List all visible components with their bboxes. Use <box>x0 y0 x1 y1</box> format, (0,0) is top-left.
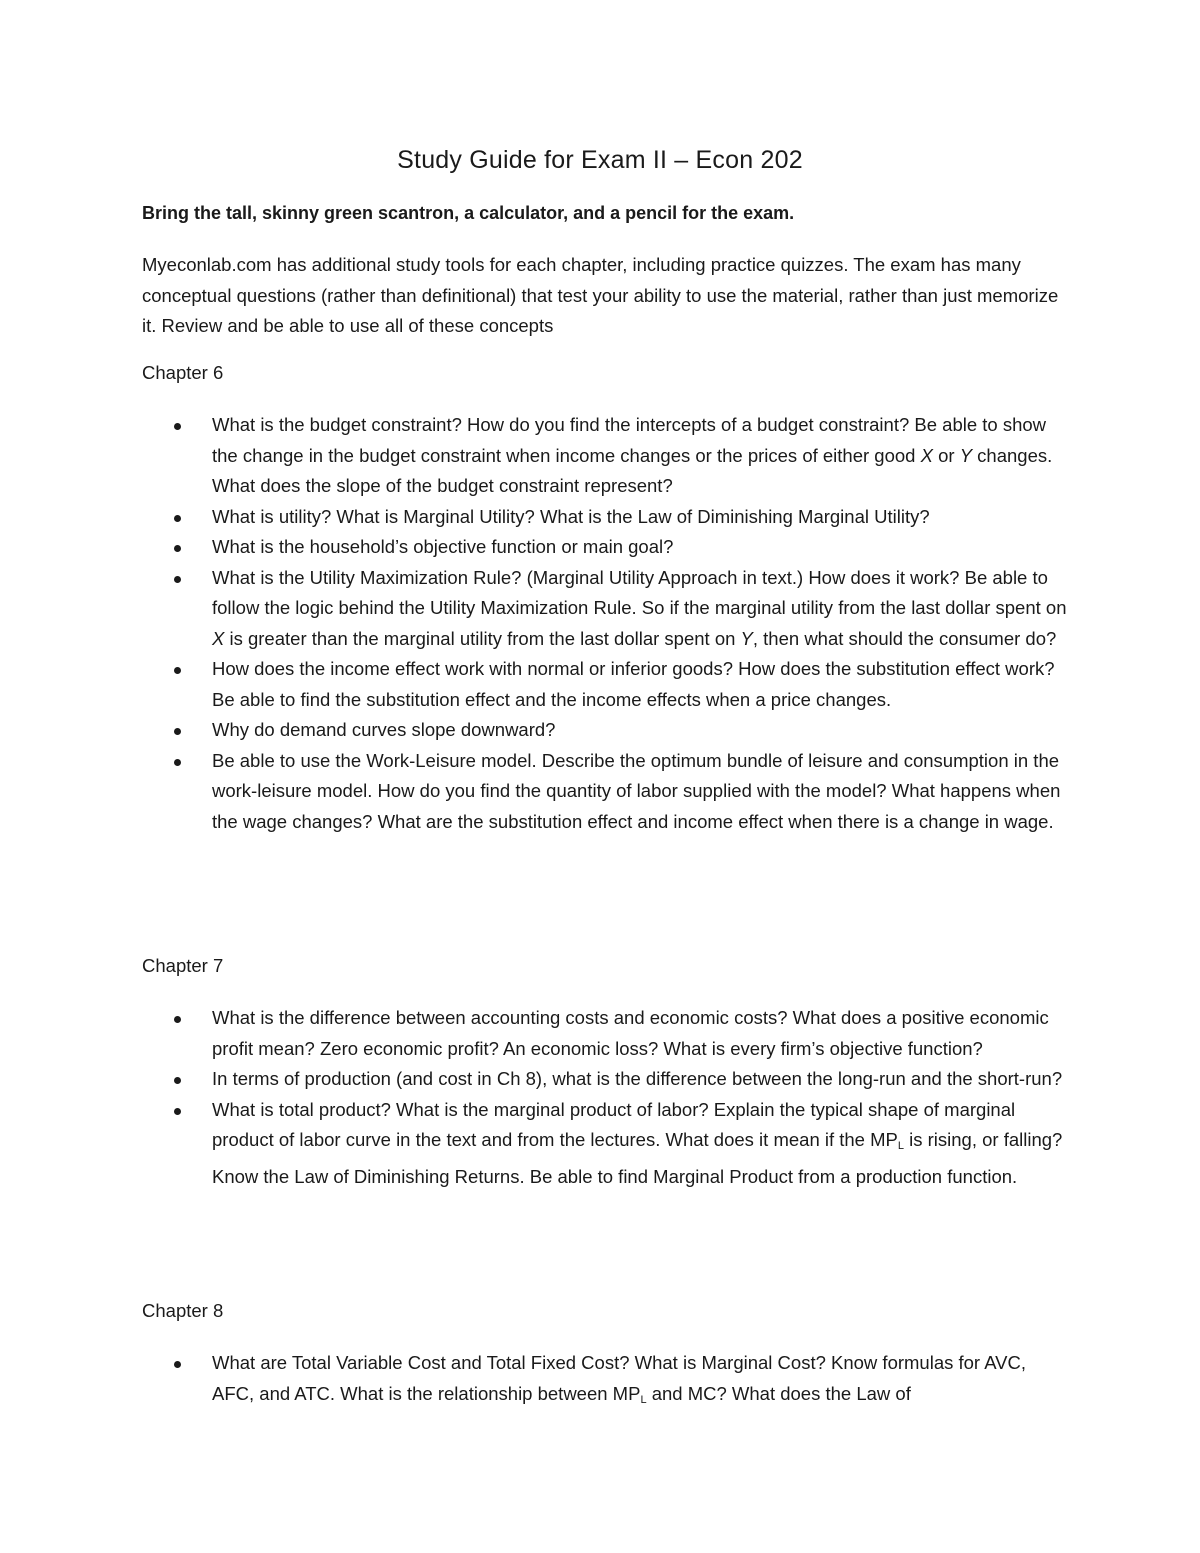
list-item: What is utility? What is Marginal Utility? What is the Law of Diminishing Marginal Utility? <box>0 502 1072 533</box>
bullet-icon <box>174 515 181 522</box>
bullet-icon <box>174 1016 181 1023</box>
list-item: Be able to use the Work-Leisure model. Describe the optimum bundle of leisure and consumption in the work-leisure model. How do you find the quantity of labor supplied with the model? What happens when the wage changes? What are the substitution effect and income effect when there is a change in wage. <box>0 746 1072 838</box>
list-item: Why do demand curves slope downward? <box>0 715 1072 746</box>
intro-paragraph: Myeconlab.com has additional study tools for each chapter, including practice quizzes. The exam has many conceptual questions (rather than definitional) that test your ability to use the material, rather than just memorize it. Review and be able to use all of these concepts <box>142 254 1059 336</box>
chapter-7-list <box>0 1003 1200 1192</box>
bullet-icon <box>174 545 181 552</box>
bullet-icon <box>174 728 181 735</box>
bullet-icon <box>174 1108 181 1115</box>
list-item: What is the budget constraint? How do you find the intercepts of a budget constraint? Be able to show the change in the budget constraint when income changes or the prices of either good X or Y changes. What does the slope of the budget constraint represent? <box>0 410 1072 502</box>
chapter-6-list <box>0 410 1200 837</box>
list-item: What is the difference between accounting costs and economic costs? What does a positive economic profit mean? Zero economic profit? An economic loss? What is every firm’s objective function? <box>0 1003 1072 1064</box>
list-item: What are Total Variable Cost and Total Fixed Cost? What is Marginal Cost? Know formulas for AVC, AFC, and ATC. What is the relationship between $MP_L$ and MC? What does the Law of <box>0 1348 1072 1415</box>
list-item: What is the household’s objective function or main goal? <box>0 532 1072 563</box>
chapter-heading-7: Chapter 7 <box>142 955 224 976</box>
list-item: In terms of production (and cost in Ch 8), what is the difference between the long-run and the short-run? <box>0 1064 1072 1095</box>
chapter-8-list <box>0 1348 1200 1415</box>
page-title: Study Guide for Exam II – Econ 202 <box>397 146 803 174</box>
exam-supplies-note: Bring the tall, skinny green scantron, a calculator, and a pencil for the exam. <box>142 203 795 223</box>
bullet-icon <box>174 423 181 430</box>
bullet-icon <box>174 759 181 766</box>
bullet-icon <box>174 1077 181 1084</box>
list-item: What is total product? What is the marginal product of labor? Explain the typical shape of marginal product of labor curve in the text and from the lectures. What does it mean if the $MP_L$ is rising, or falling? Know the Law of Diminishing Returns. Be able to find Marginal Product from a production function. <box>0 1095 1072 1193</box>
list-item: How does the income effect work with normal or inferior goods? How does the substitution effect work? Be able to find the substitution effect and the income effects when a price changes. <box>0 654 1072 715</box>
bullet-icon <box>174 576 181 583</box>
list-item: What is the Utility Maximization Rule? (Marginal Utility Approach in text.) How does it work? Be able to follow the logic behind the Utility Maximization Rule. So if the marginal utility from the last dollar spent on X is greater than the marginal utility from the last dollar spent on Y, then what should the consumer do? <box>0 563 1072 655</box>
bullet-icon <box>174 667 181 674</box>
bullet-icon <box>174 1361 181 1368</box>
chapter-heading-6: Chapter 6 <box>142 362 224 383</box>
chapter-heading-8: Chapter 8 <box>142 1300 224 1321</box>
